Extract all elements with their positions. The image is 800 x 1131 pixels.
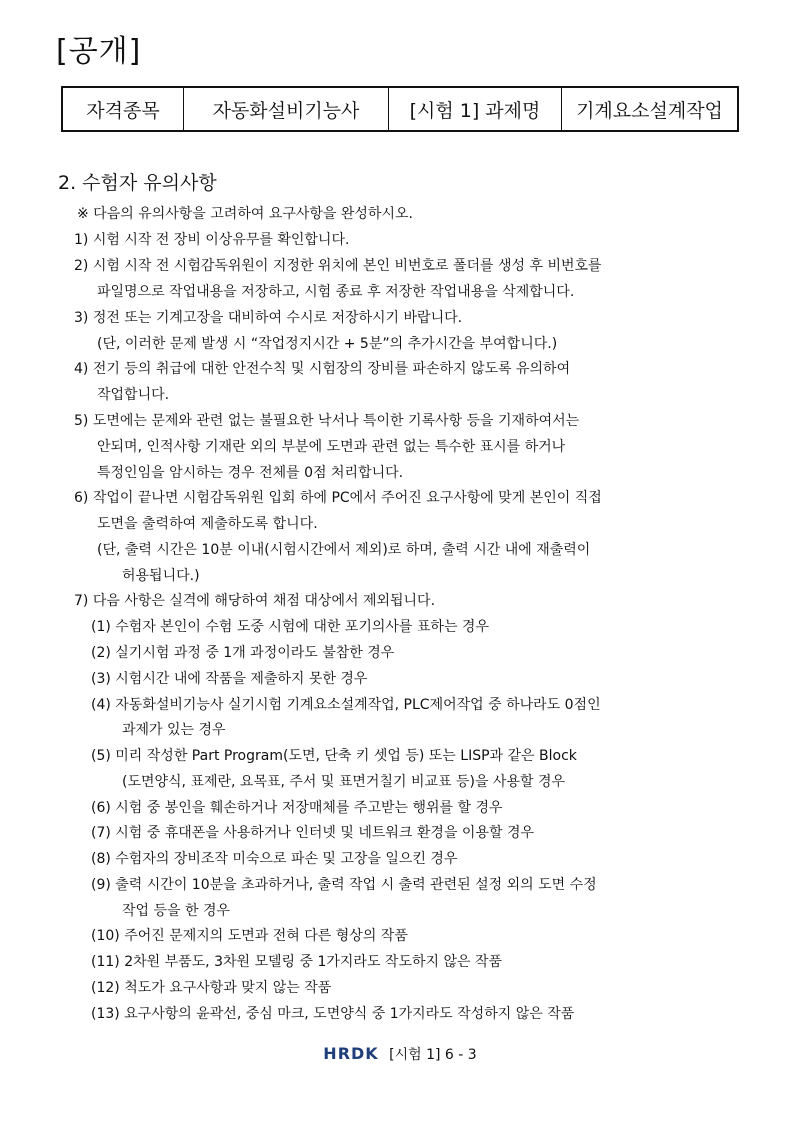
- disqualify-item-10: (10) 주어진 문제지의 도면과 전혀 다른 형상의 작품: [91, 928, 408, 944]
- disqualify-item-12: (12) 척도가 요구사항과 맞지 않는 작품: [91, 980, 332, 996]
- notice-item-2-cont: 파일명으로 작업내용을 저장하고, 시험 종료 후 저장한 작업내용을 삭제합니다.: [97, 284, 575, 300]
- notice-item-5: 5) 도면에는 문제와 관련 없는 불필요한 낙서나 특이한 기록사항 등을 기재하여서는: [74, 413, 580, 429]
- disqualify-item-4: (4) 자동화설비기능사 실기시험 기계요소설계작업, PLC제어작업 중 하나라도 0점인: [91, 697, 601, 713]
- notice-item-6: 6) 작업이 끝나면 시험감독위원 입회 하에 PC에서 주어진 요구사항에 맞게 본인이 직접: [74, 490, 602, 506]
- page-footer: [0, 1044, 800, 1065]
- page-number: [시험 1] 6 - 3: [389, 1047, 477, 1063]
- info-table: [61, 86, 739, 132]
- field-label-cell: 자격종목: [62, 87, 184, 131]
- disqualify-item-6: (6) 시험 중 봉인을 훼손하거나 저장매체를 주고받는 행위를 할 경우: [91, 800, 503, 816]
- notice-item-3-note: (단, 이러한 문제 발생 시 “작업정지시간 + 5분”의 추가시간을 부여합니다.): [97, 336, 558, 352]
- notice-item-3: 3) 정전 또는 기계고장을 대비하여 수시로 저장하시기 바랍니다.: [74, 310, 463, 326]
- field-value-cell: 자동화설비기능사: [184, 87, 389, 131]
- disqualify-item-3: (3) 시험시간 내에 작품을 제출하지 못한 경우: [91, 671, 368, 687]
- info-row: [62, 87, 738, 131]
- notice-intro: ※ 다음의 유의사항을 고려하여 요구사항을 완성하시오.: [77, 206, 413, 222]
- notice-item-4-cont: 작업합니다.: [97, 387, 170, 403]
- disqualify-item-4-cont: 과제가 있는 경우: [122, 722, 226, 738]
- notice-item-1: 1) 시험 시작 전 장비 이상유무를 확인합니다.: [74, 232, 350, 248]
- disqualify-item-13: (13) 요구사항의 윤곽선, 중심 마크, 도면양식 중 1가지라도 작성하지 않은 작품: [91, 1006, 575, 1022]
- task-value-cell: 기계요소설계작업: [562, 87, 739, 131]
- notice-item-5-cont: 안되며, 인적사항 기재란 외의 부분에 도면과 관련 없는 특수한 표시를 하거나: [97, 439, 566, 455]
- notice-item-5-cont: 특정인임을 암시하는 경우 전체를 0점 처리합니다.: [97, 465, 404, 481]
- notice-item-6-note-cont: 허용됩니다.): [122, 568, 200, 584]
- disqualify-item-2: (2) 실기시험 과정 중 1개 과정이라도 불참한 경우: [91, 645, 395, 661]
- disqualify-item-1: (1) 수험자 본인이 수험 도중 시험에 대한 포기의사를 표하는 경우: [91, 619, 489, 635]
- disqualify-item-5-cont: (도면양식, 표제란, 요목표, 주서 및 표면거칠기 비교표 등)을 사용할 경우: [122, 774, 565, 790]
- notice-item-4: 4) 전기 등의 취급에 대한 안전수칙 및 시험장의 장비를 파손하지 않도록 유의하여: [74, 361, 571, 377]
- section-title: 2. 수험자 유의사항: [58, 172, 217, 194]
- notice-item-7: 7) 다음 사항은 실격에 해당하여 채점 대상에서 제외됩니다.: [74, 593, 436, 609]
- disclosure-tag: [공개]: [56, 34, 142, 69]
- notice-item-6-cont: 도면을 출력하여 제출하도록 합니다.: [97, 516, 318, 532]
- notice-item-2: 2) 시험 시작 전 시험감독위원이 지정한 위치에 본인 비번호로 폴더를 생성 후 비번호를: [74, 258, 602, 274]
- disqualify-item-9: (9) 출력 시간이 10분을 초과하거나, 출력 작업 시 출력 관련된 설정 외의 도면 수정: [91, 877, 597, 893]
- disqualify-item-11: (11) 2차원 부품도, 3차원 모델링 중 1가지라도 작도하지 않은 작품: [91, 954, 503, 970]
- disqualify-item-8: (8) 수험자의 장비조작 미숙으로 파손 및 고장을 일으킨 경우: [91, 851, 458, 867]
- disqualify-item-5: (5) 미리 작성한 Part Program(도면, 단축 키 셋업 등) 또는 LISP과 같은 Block: [91, 748, 577, 764]
- notice-item-6-note: (단, 출력 시간은 10분 이내(시험시간에서 제외)로 하며, 출력 시간 내에 재출력이: [97, 542, 591, 558]
- task-label-cell: [시험 1] 과제명: [389, 87, 562, 131]
- disqualify-item-7: (7) 시험 중 휴대폰을 사용하거나 인터넷 및 네트워크 환경을 이용할 경우: [91, 825, 535, 841]
- disqualify-item-9-cont: 작업 등을 한 경우: [122, 903, 231, 919]
- hrdk-logo: HRDK: [323, 1044, 379, 1063]
